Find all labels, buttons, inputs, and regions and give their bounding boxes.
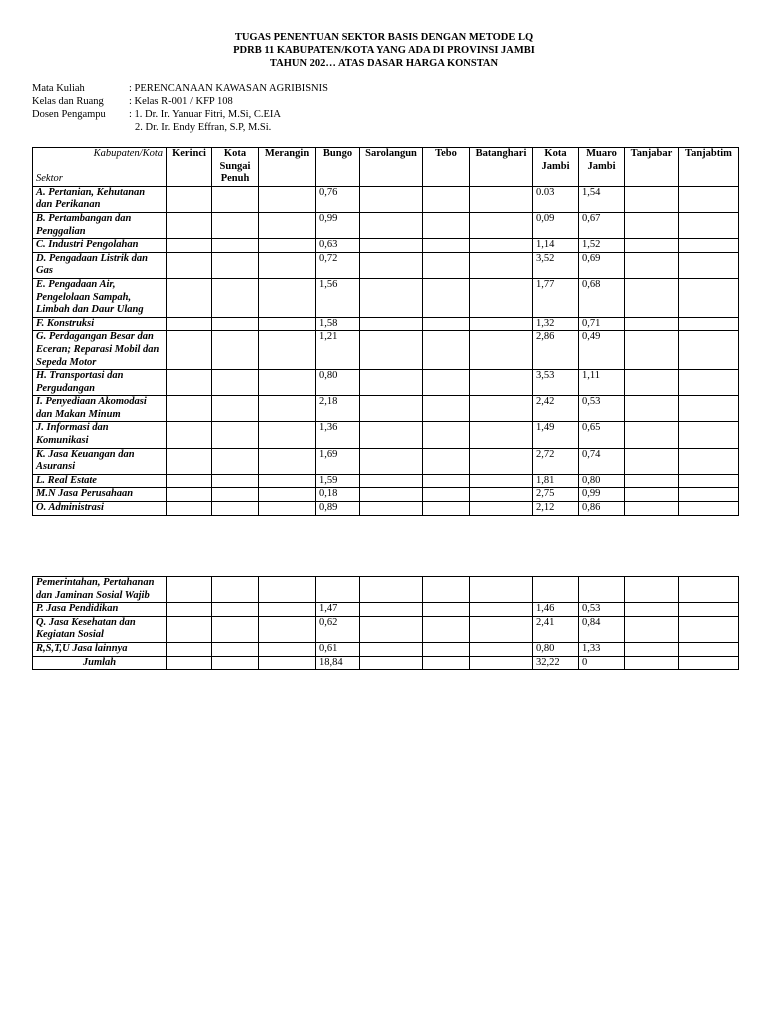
sarolangun-cell bbox=[360, 370, 423, 396]
sector-cell: L. Real Estate bbox=[33, 474, 167, 488]
lq-table-part-1 bbox=[32, 147, 739, 516]
sector-cell: P. Jasa Pendidikan bbox=[33, 603, 167, 617]
sarolangun-cell bbox=[360, 422, 423, 448]
kerinci-cell bbox=[167, 317, 212, 331]
merangin-cell bbox=[259, 422, 316, 448]
sector-cell: J. Informasi dan Komunikasi bbox=[33, 422, 167, 448]
tanjabtim-cell bbox=[679, 331, 739, 370]
bungo-cell: 0,61 bbox=[316, 642, 360, 656]
column-header: Tanjabar bbox=[625, 148, 679, 187]
bungo-cell: 1,21 bbox=[316, 331, 360, 370]
kerinci-cell bbox=[167, 656, 212, 670]
column-header: Merangin bbox=[259, 148, 316, 187]
kota-jambi-cell: 0.03 bbox=[533, 186, 579, 212]
tanjabtim-cell bbox=[679, 317, 739, 331]
sector-cell: I. Penyediaan Akomodasi dan Makan Minum bbox=[33, 396, 167, 422]
kerinci-cell bbox=[167, 603, 212, 617]
corner-kabupaten-label: Kabupaten/Kota bbox=[93, 148, 163, 159]
table-row bbox=[33, 239, 739, 253]
kota-sungai-penuh-cell bbox=[212, 488, 259, 502]
course-info bbox=[32, 83, 432, 135]
merangin-cell bbox=[259, 239, 316, 253]
sarolangun-cell bbox=[360, 502, 423, 516]
tanjabar-cell bbox=[625, 577, 679, 603]
tebo-cell bbox=[423, 577, 470, 603]
batanghari-cell bbox=[470, 448, 533, 474]
muaro-jambi-cell: 0,84 bbox=[579, 616, 625, 642]
bungo-cell: 1,69 bbox=[316, 448, 360, 474]
tanjabar-cell bbox=[625, 212, 679, 238]
tanjabar-cell bbox=[625, 252, 679, 278]
sarolangun-cell bbox=[360, 474, 423, 488]
merangin-cell bbox=[259, 448, 316, 474]
kota-sungai-penuh-cell bbox=[212, 278, 259, 317]
dosen-label: Dosen Pengampu bbox=[32, 109, 106, 120]
sector-cell: K. Jasa Keuangan dan Asuransi bbox=[33, 448, 167, 474]
tanjabtim-cell bbox=[679, 422, 739, 448]
batanghari-cell bbox=[470, 239, 533, 253]
kota-jambi-cell: 2,75 bbox=[533, 488, 579, 502]
kerinci-cell bbox=[167, 488, 212, 502]
tanjabtim-cell bbox=[679, 502, 739, 516]
muaro-jambi-cell: 1,52 bbox=[579, 239, 625, 253]
muaro-jambi-cell: 0,74 bbox=[579, 448, 625, 474]
tebo-cell bbox=[423, 370, 470, 396]
tanjabtim-cell bbox=[679, 239, 739, 253]
tanjabar-cell bbox=[625, 448, 679, 474]
muaro-jambi-cell: 0,67 bbox=[579, 212, 625, 238]
sector-cell: C. Industri Pengolahan bbox=[33, 239, 167, 253]
tebo-cell bbox=[423, 422, 470, 448]
sarolangun-cell bbox=[360, 603, 423, 617]
table-row bbox=[33, 278, 739, 317]
tebo-cell bbox=[423, 278, 470, 317]
column-header: Kota Jambi bbox=[533, 148, 579, 187]
table-row bbox=[33, 577, 739, 603]
tanjabtim-cell bbox=[679, 448, 739, 474]
kerinci-cell bbox=[167, 396, 212, 422]
tebo-cell bbox=[423, 603, 470, 617]
merangin-cell bbox=[259, 502, 316, 516]
merangin-cell bbox=[259, 488, 316, 502]
kota-jambi-cell: 2,41 bbox=[533, 616, 579, 642]
mata-kuliah-value: : PERENCANAAN KAWASAN AGRIBISNIS bbox=[129, 83, 328, 94]
kelas-value: : Kelas R-001 / KFP 108 bbox=[129, 96, 233, 107]
tanjabar-cell bbox=[625, 656, 679, 670]
sarolangun-cell bbox=[360, 278, 423, 317]
bungo-cell: 0,72 bbox=[316, 252, 360, 278]
tebo-cell bbox=[423, 239, 470, 253]
bungo-cell: 2,18 bbox=[316, 396, 360, 422]
bungo-cell: 18,84 bbox=[316, 656, 360, 670]
tebo-cell bbox=[423, 186, 470, 212]
kota-sungai-penuh-cell bbox=[212, 370, 259, 396]
batanghari-cell bbox=[470, 396, 533, 422]
kerinci-cell bbox=[167, 474, 212, 488]
sarolangun-cell bbox=[360, 488, 423, 502]
kota-sungai-penuh-cell bbox=[212, 616, 259, 642]
batanghari-cell bbox=[470, 577, 533, 603]
muaro-jambi-cell: 0,49 bbox=[579, 331, 625, 370]
kota-sungai-penuh-cell bbox=[212, 396, 259, 422]
bungo-cell: 0,63 bbox=[316, 239, 360, 253]
column-header: Bungo bbox=[316, 148, 360, 187]
kerinci-cell bbox=[167, 239, 212, 253]
kota-jambi-cell: 0,09 bbox=[533, 212, 579, 238]
column-header: Muaro Jambi bbox=[579, 148, 625, 187]
kota-sungai-penuh-cell bbox=[212, 252, 259, 278]
tanjabtim-cell bbox=[679, 616, 739, 642]
kota-jambi-cell: 1,49 bbox=[533, 422, 579, 448]
bungo-cell: 1,47 bbox=[316, 603, 360, 617]
kota-jambi-cell: 2,72 bbox=[533, 448, 579, 474]
kota-sungai-penuh-cell bbox=[212, 239, 259, 253]
column-header: Sarolangun bbox=[360, 148, 423, 187]
tanjabtim-cell bbox=[679, 474, 739, 488]
sector-cell: G. Perdagangan Besar dan Eceran; Reparasi Mobil dan Sepeda Motor bbox=[33, 331, 167, 370]
table-row bbox=[33, 186, 739, 212]
table-header-row bbox=[33, 148, 739, 187]
tanjabtim-cell bbox=[679, 396, 739, 422]
bungo-cell: 0,80 bbox=[316, 370, 360, 396]
table-row bbox=[33, 331, 739, 370]
batanghari-cell bbox=[470, 331, 533, 370]
dosen-value-2: 2. Dr. Ir. Endy Effran, S.P, M.Si. bbox=[135, 122, 272, 133]
batanghari-cell bbox=[470, 616, 533, 642]
kota-sungai-penuh-cell bbox=[212, 422, 259, 448]
sector-cell: O. Administrasi bbox=[33, 502, 167, 516]
sector-cell: Q. Jasa Kesehatan dan Kegiatan Sosial bbox=[33, 616, 167, 642]
table-row bbox=[33, 396, 739, 422]
batanghari-cell bbox=[470, 278, 533, 317]
kota-jambi-cell bbox=[533, 577, 579, 603]
kerinci-cell bbox=[167, 212, 212, 238]
merangin-cell bbox=[259, 331, 316, 370]
bungo-cell bbox=[316, 577, 360, 603]
muaro-jambi-cell: 0,53 bbox=[579, 396, 625, 422]
sector-cell: D. Pengadaan Listrik dan Gas bbox=[33, 252, 167, 278]
batanghari-cell bbox=[470, 603, 533, 617]
kerinci-cell bbox=[167, 642, 212, 656]
sarolangun-cell bbox=[360, 616, 423, 642]
tanjabar-cell bbox=[625, 317, 679, 331]
kota-sungai-penuh-cell bbox=[212, 642, 259, 656]
kota-jambi-cell: 1,77 bbox=[533, 278, 579, 317]
sector-cell: F. Konstruksi bbox=[33, 317, 167, 331]
bungo-cell: 0,18 bbox=[316, 488, 360, 502]
batanghari-cell bbox=[470, 502, 533, 516]
merangin-cell bbox=[259, 656, 316, 670]
tanjabtim-cell bbox=[679, 252, 739, 278]
batanghari-cell bbox=[470, 474, 533, 488]
lq-table-part-2 bbox=[32, 576, 739, 670]
bungo-cell: 0,99 bbox=[316, 212, 360, 238]
tanjabtim-cell bbox=[679, 370, 739, 396]
tebo-cell bbox=[423, 474, 470, 488]
merangin-cell bbox=[259, 317, 316, 331]
kota-jambi-cell: 3,52 bbox=[533, 252, 579, 278]
kota-sungai-penuh-cell bbox=[212, 502, 259, 516]
tebo-cell bbox=[423, 317, 470, 331]
table-row bbox=[33, 212, 739, 238]
muaro-jambi-cell: 0,65 bbox=[579, 422, 625, 448]
kerinci-cell bbox=[167, 577, 212, 603]
document-title-line-1: TUGAS PENENTUAN SEKTOR BASIS DENGAN METODE LQ bbox=[234, 32, 534, 43]
kerinci-cell bbox=[167, 331, 212, 370]
tanjabtim-cell bbox=[679, 656, 739, 670]
tanjabar-cell bbox=[625, 616, 679, 642]
sarolangun-cell bbox=[360, 577, 423, 603]
tanjabar-cell bbox=[625, 370, 679, 396]
kota-jambi-cell: 1,81 bbox=[533, 474, 579, 488]
tebo-cell bbox=[423, 252, 470, 278]
tanjabar-cell bbox=[625, 186, 679, 212]
tebo-cell bbox=[423, 642, 470, 656]
tanjabar-cell bbox=[625, 603, 679, 617]
tebo-cell bbox=[423, 212, 470, 238]
sector-cell: Jumlah bbox=[33, 656, 167, 670]
sarolangun-cell bbox=[360, 239, 423, 253]
tanjabar-cell bbox=[625, 488, 679, 502]
merangin-cell bbox=[259, 616, 316, 642]
tebo-cell bbox=[423, 502, 470, 516]
sector-cell: B. Pertambangan dan Penggalian bbox=[33, 212, 167, 238]
muaro-jambi-cell: 0,99 bbox=[579, 488, 625, 502]
tebo-cell bbox=[423, 488, 470, 502]
sector-cell: H. Transportasi dan Pergudangan bbox=[33, 370, 167, 396]
kota-sungai-penuh-cell bbox=[212, 474, 259, 488]
tanjabar-cell bbox=[625, 278, 679, 317]
tanjabar-cell bbox=[625, 642, 679, 656]
tanjabar-cell bbox=[625, 502, 679, 516]
tanjabtim-cell bbox=[679, 488, 739, 502]
batanghari-cell bbox=[470, 252, 533, 278]
kerinci-cell bbox=[167, 616, 212, 642]
kota-sungai-penuh-cell bbox=[212, 603, 259, 617]
column-header: Kota Sungai Penuh bbox=[212, 148, 259, 187]
document-title-line-2: PDRB 11 KABUPATEN/KOTA YANG ADA DI PROVINSI JAMBI bbox=[233, 45, 535, 56]
table-row bbox=[33, 488, 739, 502]
batanghari-cell bbox=[470, 642, 533, 656]
kerinci-cell bbox=[167, 422, 212, 448]
bungo-cell: 1,36 bbox=[316, 422, 360, 448]
kerinci-cell bbox=[167, 252, 212, 278]
bungo-cell: 1,58 bbox=[316, 317, 360, 331]
merangin-cell bbox=[259, 577, 316, 603]
sector-cell: E. Pengadaan Air, Pengelolaan Sampah, Limbah dan Daur Ulang bbox=[33, 278, 167, 317]
sarolangun-cell bbox=[360, 448, 423, 474]
kota-jambi-cell: 2,86 bbox=[533, 331, 579, 370]
table-row bbox=[33, 642, 739, 656]
table-row bbox=[33, 474, 739, 488]
table-row bbox=[33, 656, 739, 670]
muaro-jambi-cell: 0,68 bbox=[579, 278, 625, 317]
muaro-jambi-cell: 0,53 bbox=[579, 603, 625, 617]
table-row bbox=[33, 370, 739, 396]
tanjabar-cell bbox=[625, 331, 679, 370]
sarolangun-cell bbox=[360, 186, 423, 212]
sarolangun-cell bbox=[360, 396, 423, 422]
sarolangun-cell bbox=[360, 212, 423, 238]
tanjabtim-cell bbox=[679, 603, 739, 617]
tebo-cell bbox=[423, 396, 470, 422]
table-row bbox=[33, 603, 739, 617]
batanghari-cell bbox=[470, 488, 533, 502]
muaro-jambi-cell bbox=[579, 577, 625, 603]
tanjabtim-cell bbox=[679, 186, 739, 212]
kerinci-cell bbox=[167, 278, 212, 317]
batanghari-cell bbox=[470, 317, 533, 331]
kota-sungai-penuh-cell bbox=[212, 186, 259, 212]
kota-sungai-penuh-cell bbox=[212, 212, 259, 238]
merangin-cell bbox=[259, 278, 316, 317]
column-header: Tebo bbox=[423, 148, 470, 187]
bungo-cell: 0,89 bbox=[316, 502, 360, 516]
document-title-line-3: TAHUN 202… ATAS DASAR HARGA KONSTAN bbox=[269, 58, 499, 69]
sector-cell: R,S,T,U Jasa lainnya bbox=[33, 642, 167, 656]
tebo-cell bbox=[423, 656, 470, 670]
merangin-cell bbox=[259, 603, 316, 617]
kerinci-cell bbox=[167, 502, 212, 516]
corner-sektor-label: Sektor bbox=[36, 173, 63, 185]
table-row bbox=[33, 317, 739, 331]
kota-jambi-cell: 3,53 bbox=[533, 370, 579, 396]
batanghari-cell bbox=[470, 186, 533, 212]
sector-cell: M.N Jasa Perusahaan bbox=[33, 488, 167, 502]
kota-sungai-penuh-cell bbox=[212, 448, 259, 474]
tanjabar-cell bbox=[625, 422, 679, 448]
kerinci-cell bbox=[167, 448, 212, 474]
merangin-cell bbox=[259, 252, 316, 278]
bungo-cell: 0,76 bbox=[316, 186, 360, 212]
muaro-jambi-cell: 1,54 bbox=[579, 186, 625, 212]
bungo-cell: 1,59 bbox=[316, 474, 360, 488]
table-row bbox=[33, 616, 739, 642]
kota-sungai-penuh-cell bbox=[212, 331, 259, 370]
kota-jambi-cell: 32,22 bbox=[533, 656, 579, 670]
kota-jambi-cell: 2,42 bbox=[533, 396, 579, 422]
muaro-jambi-cell: 0,69 bbox=[579, 252, 625, 278]
kota-jambi-cell: 2,12 bbox=[533, 502, 579, 516]
muaro-jambi-cell: 0 bbox=[579, 656, 625, 670]
kota-jambi-cell: 1,14 bbox=[533, 239, 579, 253]
tebo-cell bbox=[423, 616, 470, 642]
tanjabar-cell bbox=[625, 239, 679, 253]
bungo-cell: 1,56 bbox=[316, 278, 360, 317]
sarolangun-cell bbox=[360, 331, 423, 370]
table-row bbox=[33, 448, 739, 474]
tebo-cell bbox=[423, 448, 470, 474]
kota-sungai-penuh-cell bbox=[212, 317, 259, 331]
sector-cell: A. Pertanian, Kehutanan dan Perikanan bbox=[33, 186, 167, 212]
bungo-cell: 0,62 bbox=[316, 616, 360, 642]
batanghari-cell bbox=[470, 370, 533, 396]
sector-cell: Pemerintahan, Pertahanan dan Jaminan Sosial Wajib bbox=[33, 577, 167, 603]
column-header: Kerinci bbox=[167, 148, 212, 187]
column-header: Batanghari bbox=[470, 148, 533, 187]
tanjabtim-cell bbox=[679, 278, 739, 317]
tanjabtim-cell bbox=[679, 212, 739, 238]
tebo-cell bbox=[423, 331, 470, 370]
tanjabar-cell bbox=[625, 396, 679, 422]
muaro-jambi-cell: 1,11 bbox=[579, 370, 625, 396]
merangin-cell bbox=[259, 370, 316, 396]
tanjabar-cell bbox=[625, 474, 679, 488]
muaro-jambi-cell: 0,80 bbox=[579, 474, 625, 488]
muaro-jambi-cell: 1,33 bbox=[579, 642, 625, 656]
tanjabtim-cell bbox=[679, 642, 739, 656]
merangin-cell bbox=[259, 186, 316, 212]
merangin-cell bbox=[259, 212, 316, 238]
batanghari-cell bbox=[470, 212, 533, 238]
sarolangun-cell bbox=[360, 656, 423, 670]
merangin-cell bbox=[259, 396, 316, 422]
kota-jambi-cell: 1,46 bbox=[533, 603, 579, 617]
mata-kuliah-label: Mata Kuliah bbox=[32, 83, 85, 94]
kelas-label: Kelas dan Ruang bbox=[32, 96, 104, 107]
merangin-cell bbox=[259, 474, 316, 488]
kota-jambi-cell: 0,80 bbox=[533, 642, 579, 656]
batanghari-cell bbox=[470, 422, 533, 448]
tanjabtim-cell bbox=[679, 577, 739, 603]
table-row bbox=[33, 502, 739, 516]
table-row bbox=[33, 252, 739, 278]
muaro-jambi-cell: 0,86 bbox=[579, 502, 625, 516]
muaro-jambi-cell: 0,71 bbox=[579, 317, 625, 331]
dosen-value-1: : 1. Dr. Ir. Yanuar Fitri, M.Si, C.EIA bbox=[129, 109, 281, 120]
sarolangun-cell bbox=[360, 642, 423, 656]
sarolangun-cell bbox=[360, 252, 423, 278]
kota-sungai-penuh-cell bbox=[212, 577, 259, 603]
kerinci-cell bbox=[167, 186, 212, 212]
corner-header bbox=[33, 148, 167, 187]
kota-jambi-cell: 1,32 bbox=[533, 317, 579, 331]
table-row bbox=[33, 422, 739, 448]
sarolangun-cell bbox=[360, 317, 423, 331]
kerinci-cell bbox=[167, 370, 212, 396]
column-header: Tanjabtim bbox=[679, 148, 739, 187]
batanghari-cell bbox=[470, 656, 533, 670]
merangin-cell bbox=[259, 642, 316, 656]
kota-sungai-penuh-cell bbox=[212, 656, 259, 670]
